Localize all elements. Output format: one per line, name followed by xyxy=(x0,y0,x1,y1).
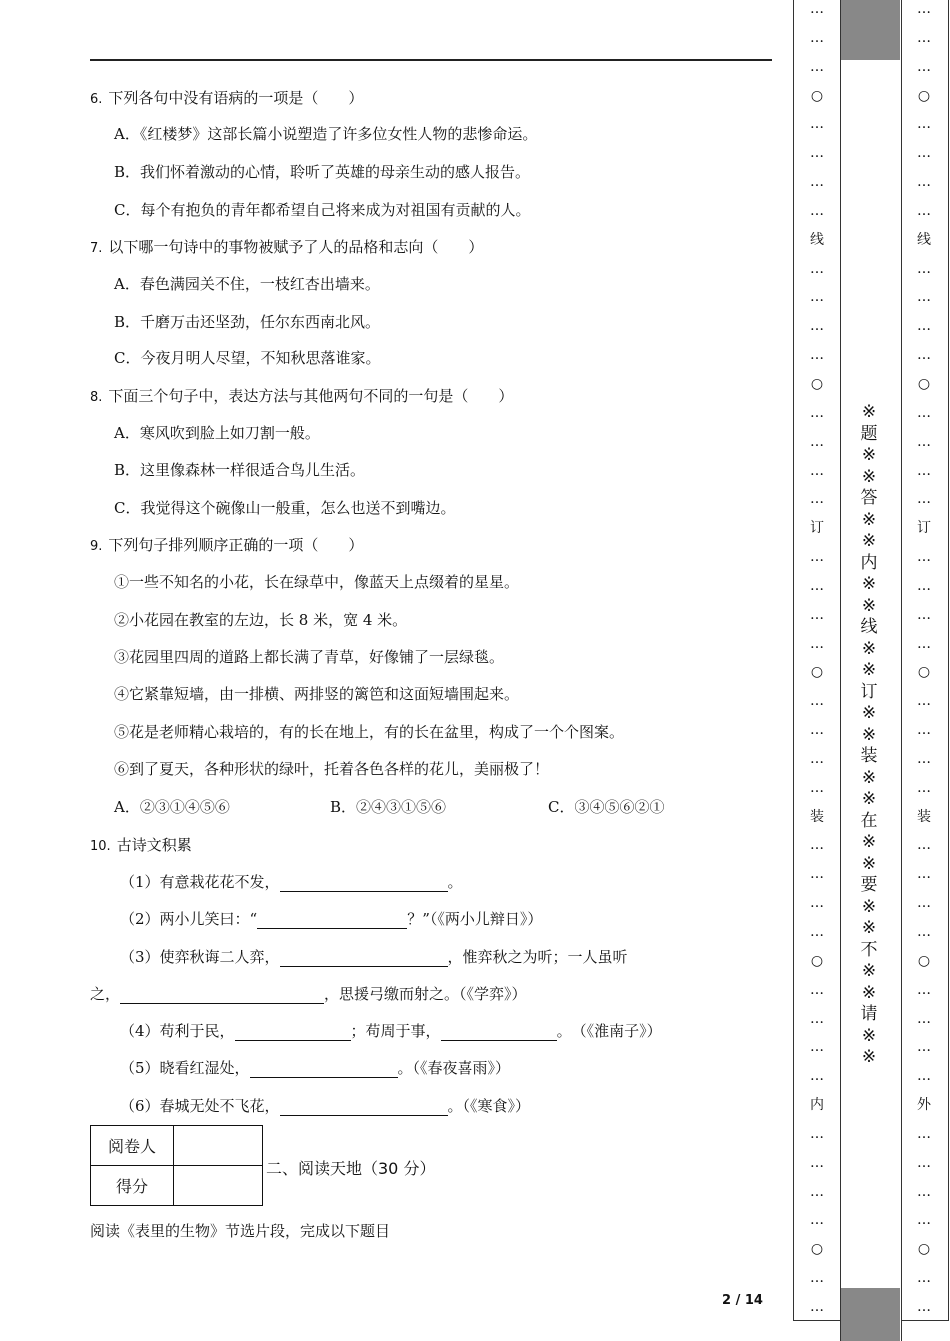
binding-mark: … xyxy=(917,202,931,219)
binding-mark: 订 xyxy=(917,520,931,537)
binding-mark: … xyxy=(917,1068,931,1085)
binding-char: ※ xyxy=(861,660,877,680)
binding-mark: … xyxy=(917,895,931,912)
q7-option-c: C．今夜月明人尽望，不知秋思落谁家。 xyxy=(114,349,381,367)
q9-choice-b: B．②④③①⑤⑥ xyxy=(330,798,447,816)
q10-item-1 xyxy=(120,872,463,892)
binding-mark: … xyxy=(810,981,824,998)
binding-mark: … xyxy=(810,1183,824,1200)
q10-item-3 xyxy=(120,947,628,967)
binding-mark: … xyxy=(810,549,824,566)
binding-mark: … xyxy=(810,1270,824,1287)
binding-char: ※ xyxy=(861,1047,877,1067)
answer-blank[interactable] xyxy=(120,986,324,1004)
binding-char: 答 xyxy=(860,488,878,508)
question-stem: 古诗文积累 xyxy=(116,836,192,854)
binding-char: ※ xyxy=(861,402,877,422)
binding-mark: … xyxy=(917,981,931,998)
binding-mark: … xyxy=(917,1298,931,1315)
binding-mark: … xyxy=(917,1,931,17)
score-label: 得分 xyxy=(91,1166,174,1206)
item-text: 。 （《淮南子》） xyxy=(556,1022,662,1040)
binding-mark: … xyxy=(917,693,931,710)
binding-char: 订 xyxy=(860,681,878,702)
binding-mark: … xyxy=(917,116,931,133)
q10-item-6 xyxy=(120,1096,530,1116)
binding-char: ※ xyxy=(861,703,877,723)
q9-sentence-3: ③花园里四周的道路上都长满了青草，好像铺了一层绿毯。 xyxy=(114,648,505,666)
binding-mark: … xyxy=(810,750,824,767)
q10-item-4 xyxy=(120,1021,662,1041)
question-stem: 下面三个句子中，表达方法与其他两句不同的一句是（ ） xyxy=(108,387,514,405)
reviewer-cell[interactable] xyxy=(174,1126,263,1166)
binding-mark: … xyxy=(917,491,931,508)
item-text: 之， xyxy=(90,985,121,1003)
item-text: ，思援弓缴而射之。（《学弈》） xyxy=(324,985,527,1003)
binding-mark: … xyxy=(810,1039,824,1056)
item-text: （5）晓看红湿处， xyxy=(120,1059,250,1077)
binding-char: 请 xyxy=(860,1004,878,1024)
binding-strip-bottom xyxy=(841,1288,900,1341)
binding-mark: … xyxy=(917,1039,931,1056)
binding-char: ※ xyxy=(861,574,877,594)
binding-mark: … xyxy=(917,606,931,623)
item-text: 。（《春夜喜雨》） xyxy=(397,1059,511,1077)
binding-mark: ○ xyxy=(810,664,824,681)
question-stem: 下列各句中没有语病的一项是（ ） xyxy=(108,89,364,107)
binding-mark: … xyxy=(917,260,931,277)
binding-mark: … xyxy=(810,174,824,191)
binding-mark: 装 xyxy=(810,808,824,825)
binding-mark: ○ xyxy=(917,87,931,104)
item-text: 。 xyxy=(447,873,463,891)
item-text: ，惟弈秋之为听；一人虽听 xyxy=(447,948,628,966)
binding-mark: … xyxy=(917,289,931,306)
binding-mark: 内 xyxy=(810,1097,824,1114)
binding-mark: … xyxy=(917,58,931,75)
q9-sentence-6: ⑥到了夏天，各种形状的绿叶，托着各色各样的花儿，美丽极了！ xyxy=(114,760,550,778)
item-text: （2）两小儿笑曰：“ xyxy=(120,910,258,928)
binding-mark: … xyxy=(810,491,824,508)
binding-mark: 线 xyxy=(810,231,824,248)
binding-mark: … xyxy=(810,895,824,912)
binding-mark: … xyxy=(917,635,931,652)
binding-mark: … xyxy=(917,1212,931,1229)
binding-mark: … xyxy=(810,1,824,17)
reading-intro: 阅读《表里的生物》节选片段，完成以下题目 xyxy=(90,1222,391,1240)
answer-blank[interactable] xyxy=(257,911,407,929)
binding-char: ※ xyxy=(861,531,877,551)
binding-mark: … xyxy=(810,837,824,854)
binding-mark: … xyxy=(810,693,824,710)
item-text: （3）使弈秋诲二人弈， xyxy=(120,948,280,966)
binding-mark: … xyxy=(917,549,931,566)
binding-mark: … xyxy=(810,722,824,739)
question-number: 7. xyxy=(90,241,103,256)
binding-mark: … xyxy=(917,29,931,46)
binding-mark: ○ xyxy=(917,1241,931,1258)
binding-char: ※ xyxy=(861,982,877,1003)
binding-mark: … xyxy=(810,202,824,219)
binding-mark: … xyxy=(917,1154,931,1171)
q10-item-3-cont xyxy=(90,984,527,1004)
question-number: 8. xyxy=(90,390,103,405)
binding-char: ※ xyxy=(861,832,877,852)
binding-mark: … xyxy=(810,260,824,277)
item-text: ；苟周于事， xyxy=(350,1022,441,1040)
binding-char: 在 xyxy=(860,810,878,831)
binding-mark: … xyxy=(917,866,931,883)
binding-mark: ○ xyxy=(917,952,931,969)
binding-char: ※ xyxy=(861,638,877,659)
binding-mark: ○ xyxy=(810,1241,824,1258)
binding-mark: … xyxy=(810,347,824,364)
section-title: 二、阅读天地（30 分） xyxy=(266,1159,436,1178)
binding-char: ※ xyxy=(861,595,877,616)
q7-option-b: B．千磨万击还坚劲，任尔东西南北风。 xyxy=(114,313,381,331)
score-cell[interactable] xyxy=(174,1166,263,1206)
binding-mark: … xyxy=(917,779,931,796)
binding-char: 线 xyxy=(860,617,878,637)
binding-char: ※ xyxy=(861,509,877,530)
binding-mark: ○ xyxy=(810,87,824,104)
binding-mark: … xyxy=(917,1183,931,1200)
q8-option-a: A．寒风吹到脸上如刀割一般。 xyxy=(114,424,320,442)
binding-mark: … xyxy=(917,722,931,739)
binding-mark: … xyxy=(810,779,824,796)
answer-blank[interactable] xyxy=(280,1098,448,1116)
binding-mark: 外 xyxy=(917,1097,931,1114)
binding-mark: … xyxy=(810,606,824,623)
binding-mark: … xyxy=(917,750,931,767)
binding-char: 内 xyxy=(860,552,878,573)
answer-blank[interactable] xyxy=(280,874,448,892)
binding-mark: … xyxy=(917,1010,931,1027)
binding-mark: … xyxy=(917,1270,931,1287)
binding-char: ※ xyxy=(861,789,877,809)
binding-mark: … xyxy=(917,433,931,450)
binding-mark: … xyxy=(917,347,931,364)
q7-option-a: A．春色满园关不住，一枝红杏出墙来。 xyxy=(114,275,380,293)
binding-char: ※ xyxy=(861,896,877,917)
answer-blank[interactable] xyxy=(250,1060,398,1078)
item-text: 。（《寒食》） xyxy=(447,1097,531,1115)
binding-mark: … xyxy=(810,1068,824,1085)
q9-sentence-1: ①一些不知名的小花，长在绿草中，像蓝天上点缀着的星星。 xyxy=(114,573,520,591)
top-rule xyxy=(90,59,772,61)
binding-mark: … xyxy=(917,145,931,162)
answer-blank[interactable] xyxy=(235,1023,351,1041)
binding-mark: … xyxy=(810,145,824,162)
binding-mark: … xyxy=(917,174,931,191)
binding-char: ※ xyxy=(861,853,877,874)
binding-mark: … xyxy=(810,924,824,940)
binding-char: ※ xyxy=(861,445,877,465)
binding-char: 题 xyxy=(860,423,878,444)
binding-mark: … xyxy=(810,1212,824,1229)
question-9 xyxy=(90,535,363,557)
score-table xyxy=(90,1125,263,1206)
binding-mark: … xyxy=(810,462,824,479)
binding-strip-top xyxy=(841,0,900,60)
binding-mark: … xyxy=(810,1010,824,1027)
binding-char: ※ xyxy=(861,724,877,745)
q9-choice-a: A．②③①④⑤⑥ xyxy=(114,798,230,816)
question-stem: 以下哪一句诗中的事物被赋予了人的品格和志向（ ） xyxy=(108,238,484,256)
binding-mark: … xyxy=(917,924,931,940)
binding-char: ※ xyxy=(861,466,877,487)
question-number: 10. xyxy=(90,839,111,854)
binding-mark: 装 xyxy=(917,808,931,825)
binding-mark: … xyxy=(917,318,931,335)
item-text: ？”（《两小儿辩日》） xyxy=(407,910,543,928)
q6-option-a: A．《红楼梦》这部长篇小说塑造了许多位女性人物的悲惨命运。 xyxy=(114,125,538,143)
binding-mark: … xyxy=(810,1298,824,1315)
reviewer-label: 阅卷人 xyxy=(91,1126,174,1166)
binding-mark: … xyxy=(810,577,824,594)
binding-mark: … xyxy=(810,116,824,133)
binding-char: 装 xyxy=(860,746,878,766)
question-number: 6. xyxy=(90,92,103,107)
item-text: （6）春城无处不飞花， xyxy=(120,1097,280,1115)
page-number: 2 / 14 xyxy=(722,1293,763,1308)
q8-option-c: C．我觉得这个碗像山一般重，怎么也送不到嘴边。 xyxy=(114,499,456,517)
binding-mark: … xyxy=(917,1125,931,1142)
binding-left-column xyxy=(802,0,832,1322)
binding-warning-text xyxy=(855,402,883,1069)
q9-sentence-5: ⑤花是老师精心栽培的，有的长在地上，有的长在盆里，构成了一个个图案。 xyxy=(114,723,625,741)
binding-char: 要 xyxy=(860,875,878,895)
binding-mark: … xyxy=(810,29,824,46)
binding-mark: … xyxy=(917,462,931,479)
binding-mark: … xyxy=(917,404,931,421)
binding-char: ※ xyxy=(861,961,877,981)
binding-mark: … xyxy=(810,866,824,883)
answer-blank[interactable] xyxy=(441,1023,557,1041)
q10-item-5 xyxy=(120,1058,510,1078)
binding-mark: ○ xyxy=(917,375,931,392)
q9-sentence-2: ②小花园在教室的左边，长 8 米，宽 4 米。 xyxy=(114,611,408,629)
binding-mark: … xyxy=(810,404,824,421)
q9-choice-c: C．③④⑤⑥②① xyxy=(548,798,665,816)
binding-mark: … xyxy=(810,1125,824,1142)
binding-mark: ○ xyxy=(917,664,931,681)
q10-item-2 xyxy=(120,909,542,929)
q9-sentence-4: ④它紧靠短墙，由一排横、两排竖的篱笆和这面短墙围起来。 xyxy=(114,685,520,703)
binding-mark: ○ xyxy=(810,952,824,969)
question-8 xyxy=(90,386,513,408)
question-stem: 下列句子排列顺序正确的一项（ ） xyxy=(108,536,364,554)
q8-option-b: B．这里像森林一样很适合鸟儿生活。 xyxy=(114,461,366,479)
binding-mark: … xyxy=(810,1154,824,1171)
binding-mark: 线 xyxy=(917,231,931,248)
binding-mark: 订 xyxy=(810,520,824,537)
binding-mark: … xyxy=(917,837,931,854)
binding-mark: … xyxy=(810,289,824,306)
binding-char: 不 xyxy=(860,939,878,960)
question-number: 9. xyxy=(90,539,103,554)
item-text: （4）苟利于民， xyxy=(120,1022,235,1040)
binding-mark: … xyxy=(810,58,824,75)
item-text: （1）有意栽花花不发， xyxy=(120,873,280,891)
question-10 xyxy=(90,835,192,857)
q6-option-b: B．我们怀着激动的心情，聆听了英雄的母亲生动的感人报告。 xyxy=(114,163,531,181)
q6-option-c: C．每个有抱负的青年都希望自己将来成为对祖国有贡献的人。 xyxy=(114,201,531,219)
binding-char: ※ xyxy=(861,1025,877,1046)
answer-blank[interactable] xyxy=(280,949,448,967)
binding-char: ※ xyxy=(861,918,877,938)
question-6 xyxy=(90,88,363,110)
binding-mark: … xyxy=(917,577,931,594)
binding-char: ※ xyxy=(861,767,877,788)
question-7 xyxy=(90,237,483,259)
binding-mark: ○ xyxy=(810,375,824,392)
binding-mark: … xyxy=(810,318,824,335)
binding-right-column xyxy=(909,0,939,1322)
binding-mark: … xyxy=(810,635,824,652)
binding-mark: … xyxy=(810,433,824,450)
